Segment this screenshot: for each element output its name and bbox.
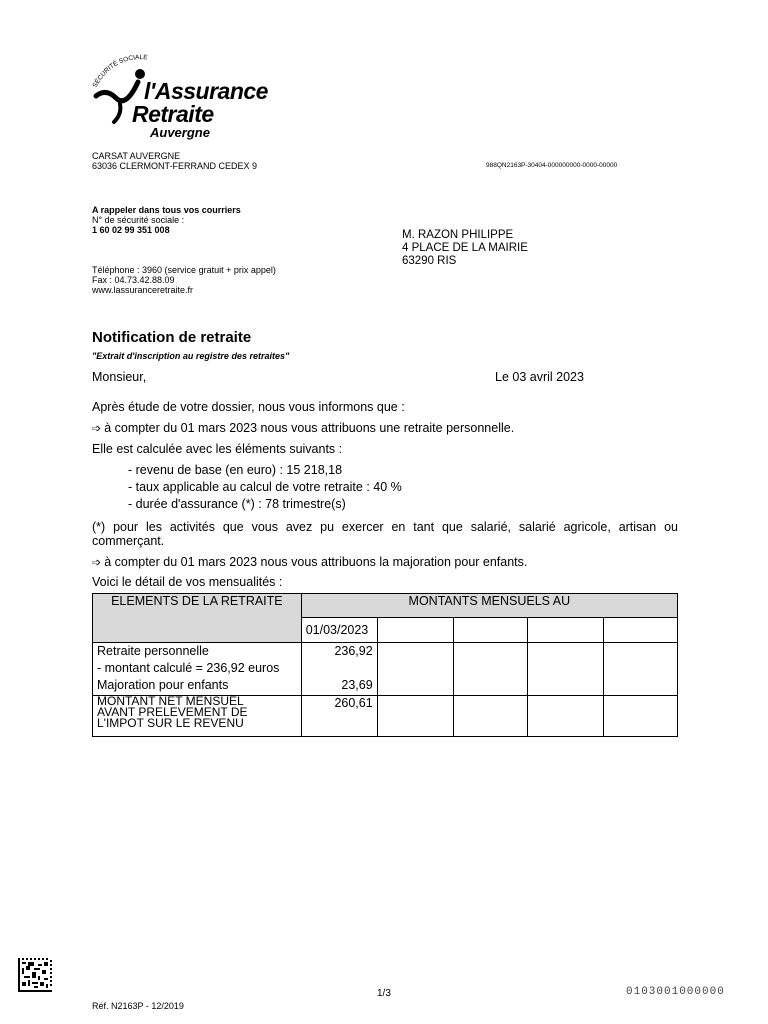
value-blank xyxy=(306,660,373,677)
sender-line1: CARSAT AUVERGNE xyxy=(92,151,181,161)
label-montant-calcule: - montant calculé = 236,92 euros xyxy=(97,661,280,675)
recipient-street: 4 PLACE DE LA MAIRIE xyxy=(402,242,528,254)
row-values xyxy=(301,643,377,696)
logo xyxy=(92,52,347,140)
calc-items xyxy=(128,463,402,512)
reminder-heading: A rappeler dans tous vos courriers xyxy=(92,205,241,215)
intro-text: Après étude de votre dossier, nous vous informons que : xyxy=(92,400,405,414)
paragraph-4: Voici le détail de vos mensualités : xyxy=(92,575,283,589)
empty-cell xyxy=(604,618,678,643)
value-retraite: 236,92 xyxy=(334,644,373,658)
col-header-amounts: MONTANTS MENSUELS AU xyxy=(301,594,677,618)
net-label-line: MONTANT NET MENSUEL xyxy=(97,694,244,708)
value-majoration: 23,69 xyxy=(341,678,373,692)
footer-ref: Réf. N2163P - 12/2019 xyxy=(92,1001,184,1011)
salutation: Monsieur, xyxy=(92,370,147,384)
net-label-line: AVANT PRELEVEMENT DE xyxy=(97,705,248,719)
page-subtitle: "Extrait d'inscription au registre des retraites" xyxy=(92,351,290,361)
reminder-block xyxy=(92,205,241,235)
paragraph-2: Elle est calculée avec les éléments suivants : xyxy=(92,442,343,456)
ss-number: 1 60 02 99 351 008 xyxy=(92,225,170,235)
calc-item: - durée d'assurance (*) : 78 trimestre(s) xyxy=(128,497,346,511)
contact-web: www.lassuranceretraite.fr xyxy=(92,285,194,295)
paragraph-3-text: à compter du 01 mars 2023 nous vous attribuons la majoration pour enfants. xyxy=(104,555,528,569)
recipient-address xyxy=(402,229,528,268)
contact-block xyxy=(92,265,276,295)
logo-line2: Retraite xyxy=(132,101,214,127)
table-row xyxy=(93,696,678,737)
logo-line1: l'Assurance xyxy=(144,78,268,104)
net-label-line: L'IMPOT SUR LE REVENU xyxy=(97,716,244,730)
empty-cell xyxy=(528,618,604,643)
empty-cell xyxy=(528,696,604,737)
logo-line3: Auvergne xyxy=(150,125,210,140)
sender-line2: 63036 CLERMONT-FERRAND CEDEX 9 xyxy=(92,161,258,171)
arrow-right-icon: ➩ xyxy=(92,423,102,435)
net-value: 260,61 xyxy=(301,696,377,737)
empty-cell xyxy=(453,643,528,696)
page-title: Notification de retraite xyxy=(92,329,252,346)
letter-date: Le 03 avril 2023 xyxy=(495,370,584,384)
barcode-ref: 988QN2163P-30404-000000000-0000-00000 xyxy=(486,162,618,169)
empty-cell xyxy=(453,618,528,643)
table-row xyxy=(93,643,678,696)
empty-cell xyxy=(528,643,604,696)
svg-text:SÉCURITÉ SOCIALE xyxy=(92,54,149,89)
label-retraite: Retraite personnelle xyxy=(97,644,209,658)
empty-cell xyxy=(377,696,453,737)
paragraph-1 xyxy=(92,421,514,437)
empty-cell xyxy=(604,696,678,737)
paragraph-3 xyxy=(92,555,527,571)
logo-arc-text: SÉCURITÉ SOCIALE xyxy=(91,54,148,89)
calc-item: - revenu de base (en euro) : 15 218,18 xyxy=(128,463,343,477)
net-label xyxy=(93,696,302,737)
col-header-elements: ELEMENTS DE LA RETRAITE xyxy=(93,594,302,643)
recipient-city: 63290 RIS xyxy=(402,255,457,267)
calc-item: - taux applicable au calcul de votre retraite : 40 % xyxy=(128,480,402,494)
empty-cell xyxy=(377,643,453,696)
ss-label: N° de sécurité sociale : xyxy=(92,215,185,225)
footer-code: 0103001000000 xyxy=(626,986,725,998)
empty-cell xyxy=(377,618,453,643)
contact-fax: Fax : 04.73.42.88.09 xyxy=(92,275,175,285)
monthly-amounts-table xyxy=(92,593,678,737)
recipient-name: M. RAZON PHILIPPE xyxy=(402,229,514,241)
arrow-right-icon: ➩ xyxy=(92,557,102,569)
page-number: 1/3 xyxy=(377,988,391,999)
footnote: (*) pour les activités que vous avez pu exercer en tant que salarié, salarié agricole, artisan ou commerçant. xyxy=(92,520,678,548)
sender-address xyxy=(92,151,257,171)
datamatrix-code-icon xyxy=(18,958,52,992)
contact-phone: Téléphone : 3960 (service gratuit + prix appel) xyxy=(92,265,276,275)
empty-cell xyxy=(453,696,528,737)
label-majoration: Majoration pour enfants xyxy=(97,678,229,692)
row-labels xyxy=(93,643,302,696)
empty-cell xyxy=(604,643,678,696)
paragraph-1-text: à compter du 01 mars 2023 nous vous attribuons une retraite personnelle. xyxy=(104,421,515,435)
date-column-header: 01/03/2023 xyxy=(301,618,377,643)
